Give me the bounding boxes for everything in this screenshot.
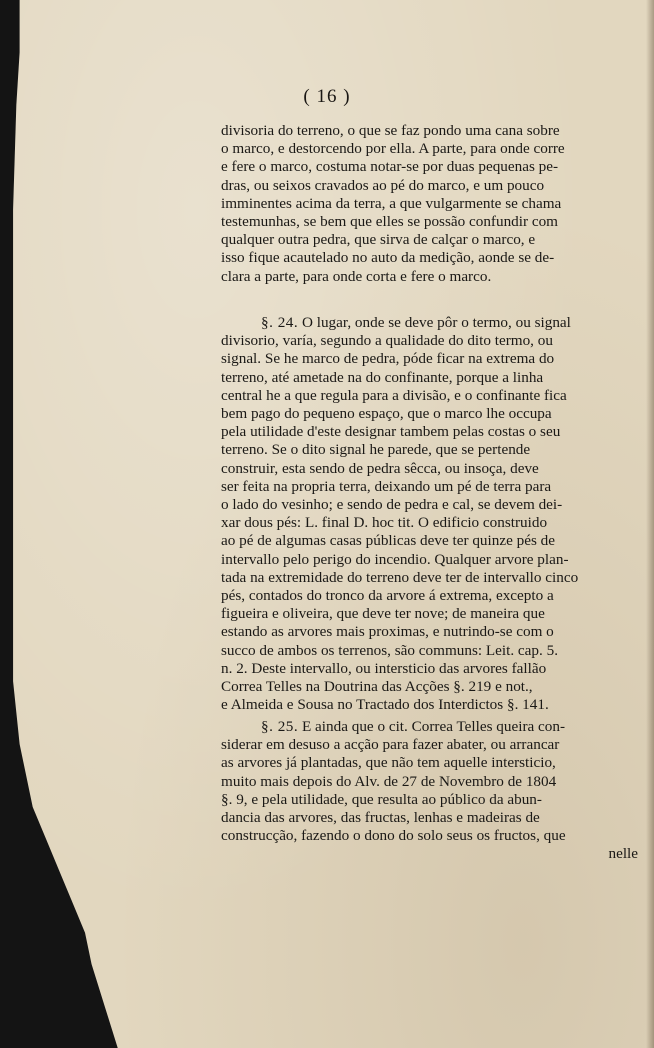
paragraph-section-25 bbox=[221, 718, 638, 864]
text-line: estando as arvores mais proximas, e nutrindo-se com o bbox=[221, 623, 554, 641]
text-line: §. 9, e pela utilidade, que resulta ao público da abun- bbox=[221, 790, 542, 808]
text-line: e Almeida e Sousa no Tractado dos Interdictos §. 141. bbox=[221, 696, 549, 714]
text-line: E ainda que o cit. Correa Telles queira con- bbox=[301, 718, 566, 735]
text-line: xar dous pés: L. final D. hoc tit. O edificio construido bbox=[221, 514, 548, 532]
text-line: muito mais depois do Alv. de 27 de Novembro de 1804 bbox=[221, 772, 557, 790]
text-line: o lado do vesinho; e sendo de pedra e cal, se devem dei- bbox=[221, 496, 563, 514]
text-line: testemunhas, se bem que elles se possão confundir com bbox=[221, 213, 558, 231]
text-line: imminentes acima da terra, a que vulgarmente se chama bbox=[221, 194, 562, 212]
text-line: qualquer outra pedra, que sirva de calçar o marco, e bbox=[221, 231, 536, 249]
text-line: pés, contados do tronco da arvore á extrema, excepto a bbox=[221, 587, 554, 605]
section-number: §. 25. bbox=[261, 718, 299, 735]
text-line: divisoria do terreno, o que se faz pondo uma cana sobre bbox=[221, 122, 560, 139]
text-line: clara a parte, para onde corta e fere o marco. bbox=[221, 267, 492, 285]
catchword: nelle bbox=[608, 845, 638, 863]
text-line: dras, ou seixos cravados ao pé do marco, e um pouco bbox=[221, 176, 545, 194]
text-line: ser feita na propria terra, deixando um pé de terra para bbox=[221, 477, 552, 495]
text-line: siderar em desuso a acção para fazer abater, ou arrancar bbox=[221, 736, 560, 754]
text-line: construcção, fazendo o dono do solo seus os fructos, que bbox=[221, 827, 566, 845]
text-line: as arvores já plantadas, que não tem aquelle intersticio, bbox=[221, 754, 556, 772]
text-line: bem pago do pequeno espaço, que o marco lhe occupa bbox=[221, 405, 552, 423]
text-line: figueira e oliveira, que deve ter nove; de maneira que bbox=[221, 605, 545, 623]
text-line: ao pé de algumas casas públicas deve ter quinze pés de bbox=[221, 532, 555, 550]
page-number: ( 16 ) bbox=[303, 86, 351, 107]
text-line: dancia das arvores, das fructas, lenhas e madeiras de bbox=[221, 809, 540, 827]
text-line: o marco, e destorcendo por ella. A parte, para onde corre bbox=[221, 140, 565, 158]
text-line: central he a que regula para a divisão, e o confinante fica bbox=[221, 386, 567, 404]
text-line: intervallo pelo perigo do incendio. Qualquer arvore plan- bbox=[221, 550, 569, 568]
paragraph-section-24 bbox=[221, 314, 638, 714]
text-line: pela utilidade d'este designar tambem pelas costas o seu bbox=[221, 423, 561, 441]
text-line: terreno, até ametade na do confinante, porque a linha bbox=[221, 368, 544, 386]
text-line: e fere o marco, costuma notar-se por duas pequenas pe- bbox=[221, 158, 559, 176]
text-line: divisorio, varía, segundo a qualidade do dito termo, ou bbox=[221, 332, 553, 350]
text-line: succo de ambos os terrenos, são communs: Leit. cap. 5. bbox=[221, 641, 558, 659]
text-line: Correa Telles na Doutrina das Acções §. 219 e not., bbox=[221, 678, 533, 696]
text-line: signal. Se he marco de pedra, póde ficar na extrema do bbox=[221, 350, 555, 368]
text-line: tada na extremidade do terreno deve ter de intervallo cinco bbox=[221, 568, 579, 586]
text-line: isso fique acautelado no auto da medição, aonde se de- bbox=[221, 249, 555, 267]
section-number: §. 24. bbox=[261, 314, 299, 331]
text-line: O lugar, onde se deve pôr o termo, ou signal bbox=[301, 314, 571, 331]
text-line: construir, esta sendo de pedra sêcca, ou insoça, deve bbox=[221, 459, 539, 477]
paragraph-continuation bbox=[221, 122, 638, 286]
text-line: n. 2. Deste intervallo, ou intersticio das arvores fallão bbox=[221, 659, 547, 677]
text-line: terreno. Se o dito signal he parede, que se pertende bbox=[221, 441, 531, 459]
page-edge-shadow bbox=[646, 0, 654, 1048]
